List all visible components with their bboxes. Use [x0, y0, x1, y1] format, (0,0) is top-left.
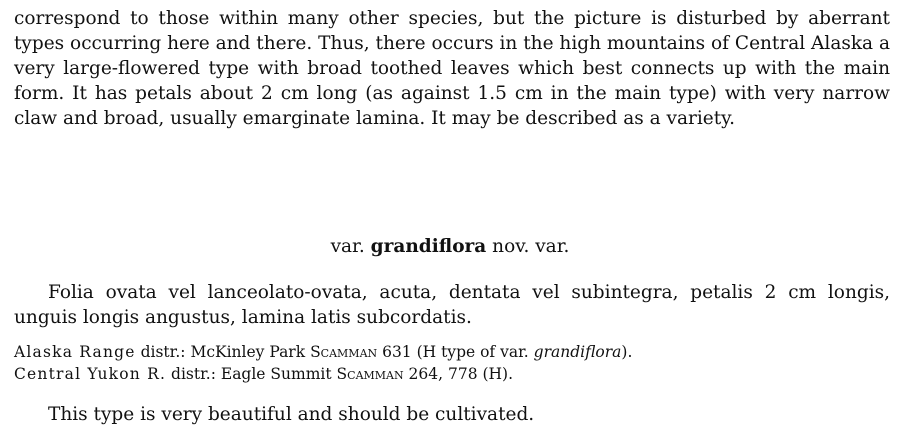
body-paragraph-1: correspond to those within many other species, but the picture is disturbed by aberrant types occurring here and there. Thus, there occurs in the high mountains of Central Alaska a very large-flowered type with broad toothed leaves which best connects up with the main form. It has petals about 2 cm long (as against 1.5 cm in the main type) with very narrow claw and broad, usually emarginate lamina. It may be described as a variety. — [14, 8, 890, 129]
citation-details: 631 (H type of var. — [382, 343, 529, 361]
citation-end: ). — [621, 343, 633, 361]
heading-variety-name: grandiflora — [370, 236, 487, 257]
citation-collector: Scamman — [310, 343, 378, 361]
citation-line-1 — [14, 341, 890, 363]
heading-suffix: nov. var. — [492, 236, 570, 257]
citation-locality: McKinley Park — [190, 343, 306, 361]
citation-line-2 — [14, 363, 890, 385]
citation-details: 264, 778 (H). — [408, 365, 514, 383]
citation-collector: Scamman — [336, 365, 404, 383]
citation-region: Alaska Range — [14, 343, 136, 361]
body-paragraph-3: This type is very beautiful and should be cultivated. — [48, 404, 535, 425]
citation-region: Central Yukon R. — [14, 365, 167, 383]
specimen-citations — [14, 341, 890, 385]
heading-prefix: var. — [330, 236, 365, 257]
citation-label: distr.: — [140, 343, 186, 361]
latin-diagnosis: Folia ovata vel lanceolato-ovata, acuta, dentata vel subintegra, petalis 2 cm longis, unguis longis angustus, lamina latis subcordatis. — [14, 282, 890, 328]
citation-label: distr.: — [171, 365, 216, 383]
citation-locality: Eagle Summit — [220, 365, 332, 383]
variety-heading — [0, 234, 900, 259]
citation-italic-name: grandiflora — [533, 343, 622, 361]
